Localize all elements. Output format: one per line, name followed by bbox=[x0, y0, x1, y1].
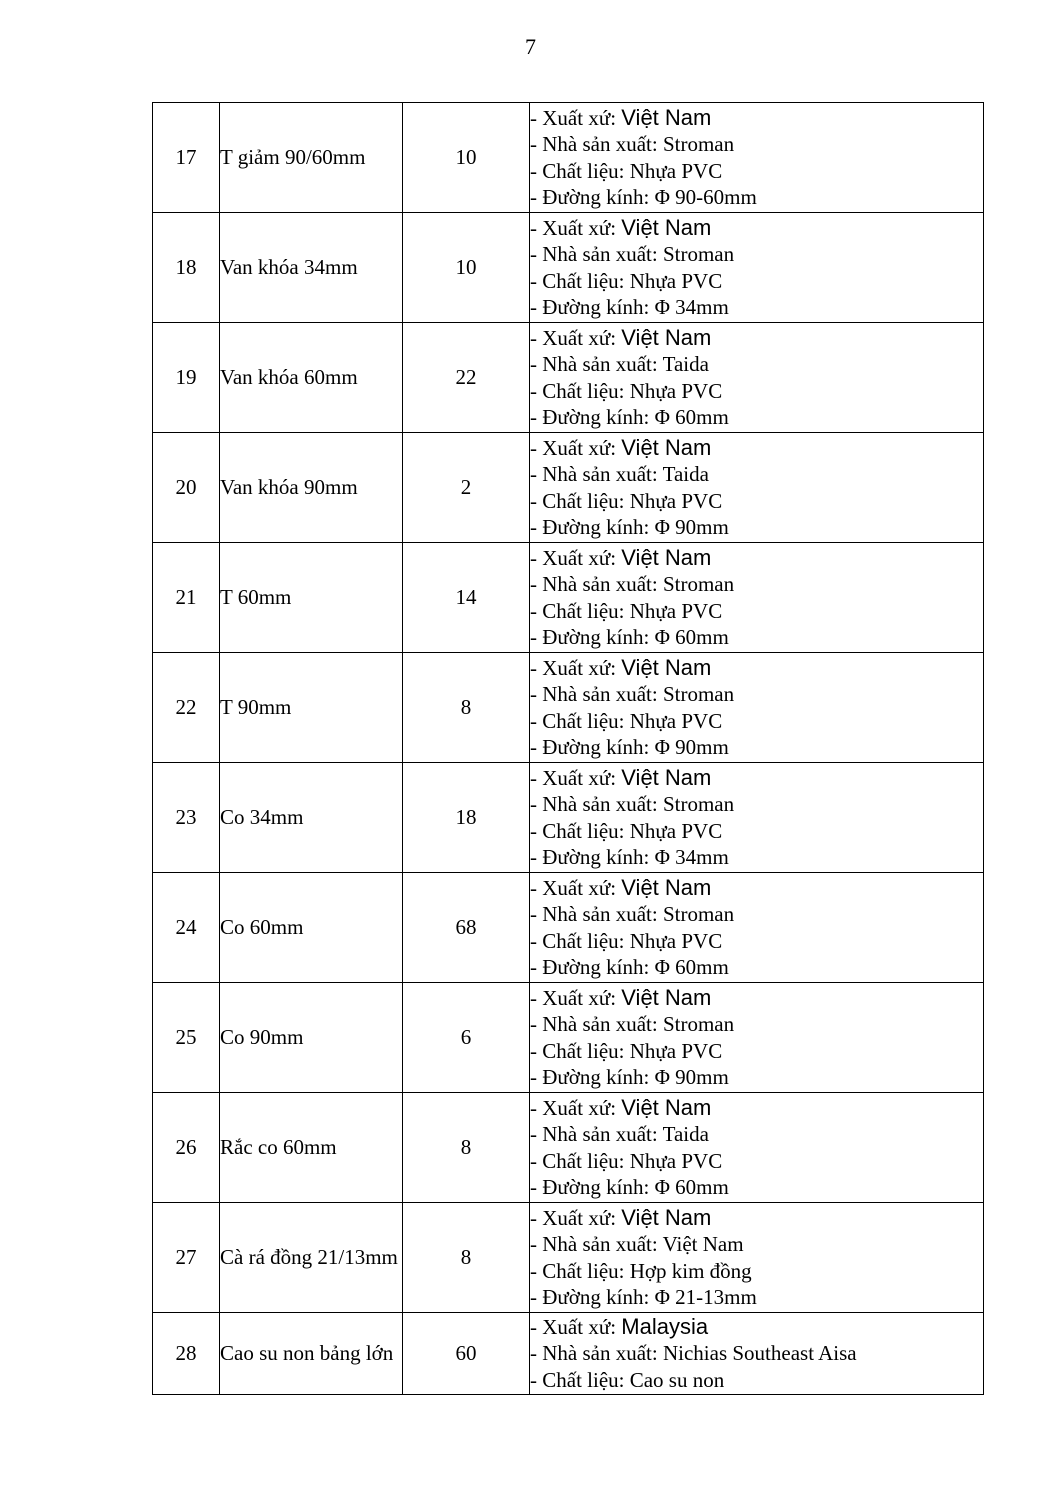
table-row bbox=[153, 433, 984, 543]
spec-origin-label: - Xuất xứ: bbox=[530, 985, 617, 1010]
spec-origin bbox=[530, 1205, 983, 1232]
spec-material: - Chất liệu: Nhựa PVC bbox=[530, 1038, 723, 1063]
spec-origin-label: - Xuất xứ: bbox=[530, 435, 617, 460]
spec-diameter: - Đường kính: Φ 60mm bbox=[530, 405, 729, 429]
item-number: 24 bbox=[153, 873, 220, 983]
item-name: Co 90mm bbox=[220, 983, 403, 1093]
spec-diameter: - Đường kính: Φ 60mm bbox=[530, 1175, 729, 1199]
spec-origin-label: - Xuất xứ: bbox=[530, 325, 617, 350]
spec-origin bbox=[530, 545, 983, 572]
item-quantity: 68 bbox=[403, 873, 530, 983]
spec-maker: - Nhà sản xuất: Stroman bbox=[530, 132, 735, 156]
table-row bbox=[153, 103, 984, 213]
item-specification bbox=[530, 763, 984, 873]
item-specification bbox=[530, 103, 984, 213]
spec-origin bbox=[530, 105, 983, 132]
spec-diameter: - Đường kính: Φ 90mm bbox=[530, 735, 729, 759]
item-specification bbox=[530, 213, 984, 323]
item-number: 17 bbox=[153, 103, 220, 213]
spec-origin-value: Việt Nam bbox=[621, 544, 712, 570]
spec-maker: - Nhà sản xuất: Nichias Southeast Aisa bbox=[530, 1341, 857, 1366]
spec-origin-value: Việt Nam bbox=[621, 764, 712, 790]
table-row bbox=[153, 1203, 984, 1313]
item-number: 18 bbox=[153, 213, 220, 323]
spec-diameter: - Đường kính: Φ 60mm bbox=[530, 625, 729, 649]
item-quantity: 10 bbox=[403, 213, 530, 323]
spec-origin bbox=[530, 1095, 983, 1122]
spec-material: - Chất liệu: Cao su non bbox=[530, 1367, 725, 1392]
materials-table bbox=[152, 102, 984, 1395]
item-quantity: 8 bbox=[403, 653, 530, 763]
spec-material: - Chất liệu: Nhựa PVC bbox=[530, 378, 723, 403]
item-specification bbox=[530, 1203, 984, 1313]
spec-origin bbox=[530, 875, 983, 902]
item-quantity: 8 bbox=[403, 1093, 530, 1203]
spec-origin-value: Việt Nam bbox=[621, 214, 712, 240]
spec-maker: - Nhà sản xuất: Stroman bbox=[530, 242, 735, 266]
item-number: 28 bbox=[153, 1313, 220, 1395]
spec-origin bbox=[530, 325, 983, 352]
item-number: 20 bbox=[153, 433, 220, 543]
spec-origin-label: - Xuất xứ: bbox=[530, 655, 617, 680]
item-quantity: 8 bbox=[403, 1203, 530, 1313]
item-specification bbox=[530, 1093, 984, 1203]
spec-origin-value: Việt Nam bbox=[621, 654, 712, 680]
item-specification bbox=[530, 1313, 984, 1395]
item-number: 23 bbox=[153, 763, 220, 873]
spec-origin-value: Malaysia bbox=[621, 1313, 709, 1339]
spec-material: - Chất liệu: Nhựa PVC bbox=[530, 1148, 723, 1173]
spec-origin-label: - Xuất xứ: bbox=[530, 105, 617, 130]
item-name: T 60mm bbox=[220, 543, 403, 653]
table-row bbox=[153, 763, 984, 873]
spec-origin-value: Việt Nam bbox=[621, 1094, 712, 1120]
item-number: 22 bbox=[153, 653, 220, 763]
spec-origin-label: - Xuất xứ: bbox=[530, 1205, 617, 1230]
spec-diameter: - Đường kính: Φ 60mm bbox=[530, 955, 729, 979]
item-name: Co 34mm bbox=[220, 763, 403, 873]
spec-diameter: - Đường kính: Φ 34mm bbox=[530, 295, 729, 319]
item-specification bbox=[530, 323, 984, 433]
spec-origin-value: Việt Nam bbox=[621, 874, 712, 900]
spec-origin bbox=[530, 1314, 983, 1341]
item-quantity: 18 bbox=[403, 763, 530, 873]
spec-origin bbox=[530, 655, 983, 682]
spec-origin-label: - Xuất xứ: bbox=[530, 215, 617, 240]
spec-origin bbox=[530, 765, 983, 792]
item-number: 19 bbox=[153, 323, 220, 433]
spec-origin-label: - Xuất xứ: bbox=[530, 545, 617, 570]
item-name: Van khóa 34mm bbox=[220, 213, 403, 323]
spec-diameter: - Đường kính: Φ 21-13mm bbox=[530, 1285, 757, 1309]
spec-maker: - Nhà sản xuất: Stroman bbox=[530, 792, 735, 816]
item-quantity: 22 bbox=[403, 323, 530, 433]
page-number: 7 bbox=[525, 34, 536, 59]
item-number: 21 bbox=[153, 543, 220, 653]
item-name: Co 60mm bbox=[220, 873, 403, 983]
item-number: 26 bbox=[153, 1093, 220, 1203]
spec-diameter: - Đường kính: Φ 90-60mm bbox=[530, 185, 757, 209]
table-row bbox=[153, 873, 984, 983]
spec-diameter: - Đường kính: Φ 90mm bbox=[530, 515, 729, 539]
item-quantity: 10 bbox=[403, 103, 530, 213]
spec-origin-value: Việt Nam bbox=[621, 324, 712, 350]
spec-origin-value: Việt Nam bbox=[621, 104, 712, 130]
spec-material: - Chất liệu: Nhựa PVC bbox=[530, 158, 723, 183]
item-number: 25 bbox=[153, 983, 220, 1093]
item-name: Rắc co 60mm bbox=[220, 1093, 403, 1203]
spec-material: - Chất liệu: Nhựa PVC bbox=[530, 708, 723, 733]
table-row bbox=[153, 983, 984, 1093]
item-name: T 90mm bbox=[220, 653, 403, 763]
spec-origin bbox=[530, 215, 983, 242]
spec-maker: - Nhà sản xuất: Việt Nam bbox=[530, 1232, 744, 1256]
spec-maker: - Nhà sản xuất: Stroman bbox=[530, 572, 735, 596]
spec-material: - Chất liệu: Hợp kim đồng bbox=[530, 1258, 752, 1283]
item-name: Van khóa 60mm bbox=[220, 323, 403, 433]
materials-table-body bbox=[153, 103, 984, 1395]
spec-material: - Chất liệu: Nhựa PVC bbox=[530, 928, 723, 953]
spec-maker: - Nhà sản xuất: Stroman bbox=[530, 1012, 735, 1036]
spec-maker: - Nhà sản xuất: Taida bbox=[530, 462, 709, 486]
spec-origin-value: Việt Nam bbox=[621, 1204, 712, 1230]
table-row bbox=[153, 213, 984, 323]
spec-diameter: - Đường kính: Φ 90mm bbox=[530, 1065, 729, 1089]
item-quantity: 2 bbox=[403, 433, 530, 543]
spec-origin bbox=[530, 435, 983, 462]
spec-material: - Chất liệu: Nhựa PVC bbox=[530, 598, 723, 623]
spec-origin-label: - Xuất xứ: bbox=[530, 765, 617, 790]
table-row bbox=[153, 653, 984, 763]
spec-origin-label: - Xuất xứ: bbox=[530, 1314, 617, 1339]
item-specification bbox=[530, 983, 984, 1093]
item-specification bbox=[530, 433, 984, 543]
item-quantity: 60 bbox=[403, 1313, 530, 1395]
spec-maker: - Nhà sản xuất: Taida bbox=[530, 1122, 709, 1146]
spec-origin bbox=[530, 985, 983, 1012]
spec-origin-label: - Xuất xứ: bbox=[530, 1095, 617, 1120]
spec-origin-label: - Xuất xứ: bbox=[530, 875, 617, 900]
item-name: Cà rá đồng 21/13mm bbox=[220, 1203, 403, 1313]
item-name: T giảm 90/60mm bbox=[220, 103, 403, 213]
table-row bbox=[153, 323, 984, 433]
item-quantity: 6 bbox=[403, 983, 530, 1093]
table-row bbox=[153, 543, 984, 653]
spec-diameter: - Đường kính: Φ 34mm bbox=[530, 845, 729, 869]
item-specification bbox=[530, 873, 984, 983]
spec-material: - Chất liệu: Nhựa PVC bbox=[530, 488, 723, 513]
spec-maker: - Nhà sản xuất: Stroman bbox=[530, 682, 735, 706]
spec-origin-value: Việt Nam bbox=[621, 434, 712, 460]
item-specification bbox=[530, 543, 984, 653]
item-quantity: 14 bbox=[403, 543, 530, 653]
spec-origin-value: Việt Nam bbox=[621, 984, 712, 1010]
item-specification bbox=[530, 653, 984, 763]
spec-maker: - Nhà sản xuất: Taida bbox=[530, 352, 709, 376]
spec-material: - Chất liệu: Nhựa PVC bbox=[530, 818, 723, 843]
item-name: Cao su non bảng lớn bbox=[220, 1313, 403, 1395]
spec-material: - Chất liệu: Nhựa PVC bbox=[530, 268, 723, 293]
table-row bbox=[153, 1313, 984, 1395]
item-number: 27 bbox=[153, 1203, 220, 1313]
item-name: Van khóa 90mm bbox=[220, 433, 403, 543]
table-row bbox=[153, 1093, 984, 1203]
spec-maker: - Nhà sản xuất: Stroman bbox=[530, 902, 735, 926]
